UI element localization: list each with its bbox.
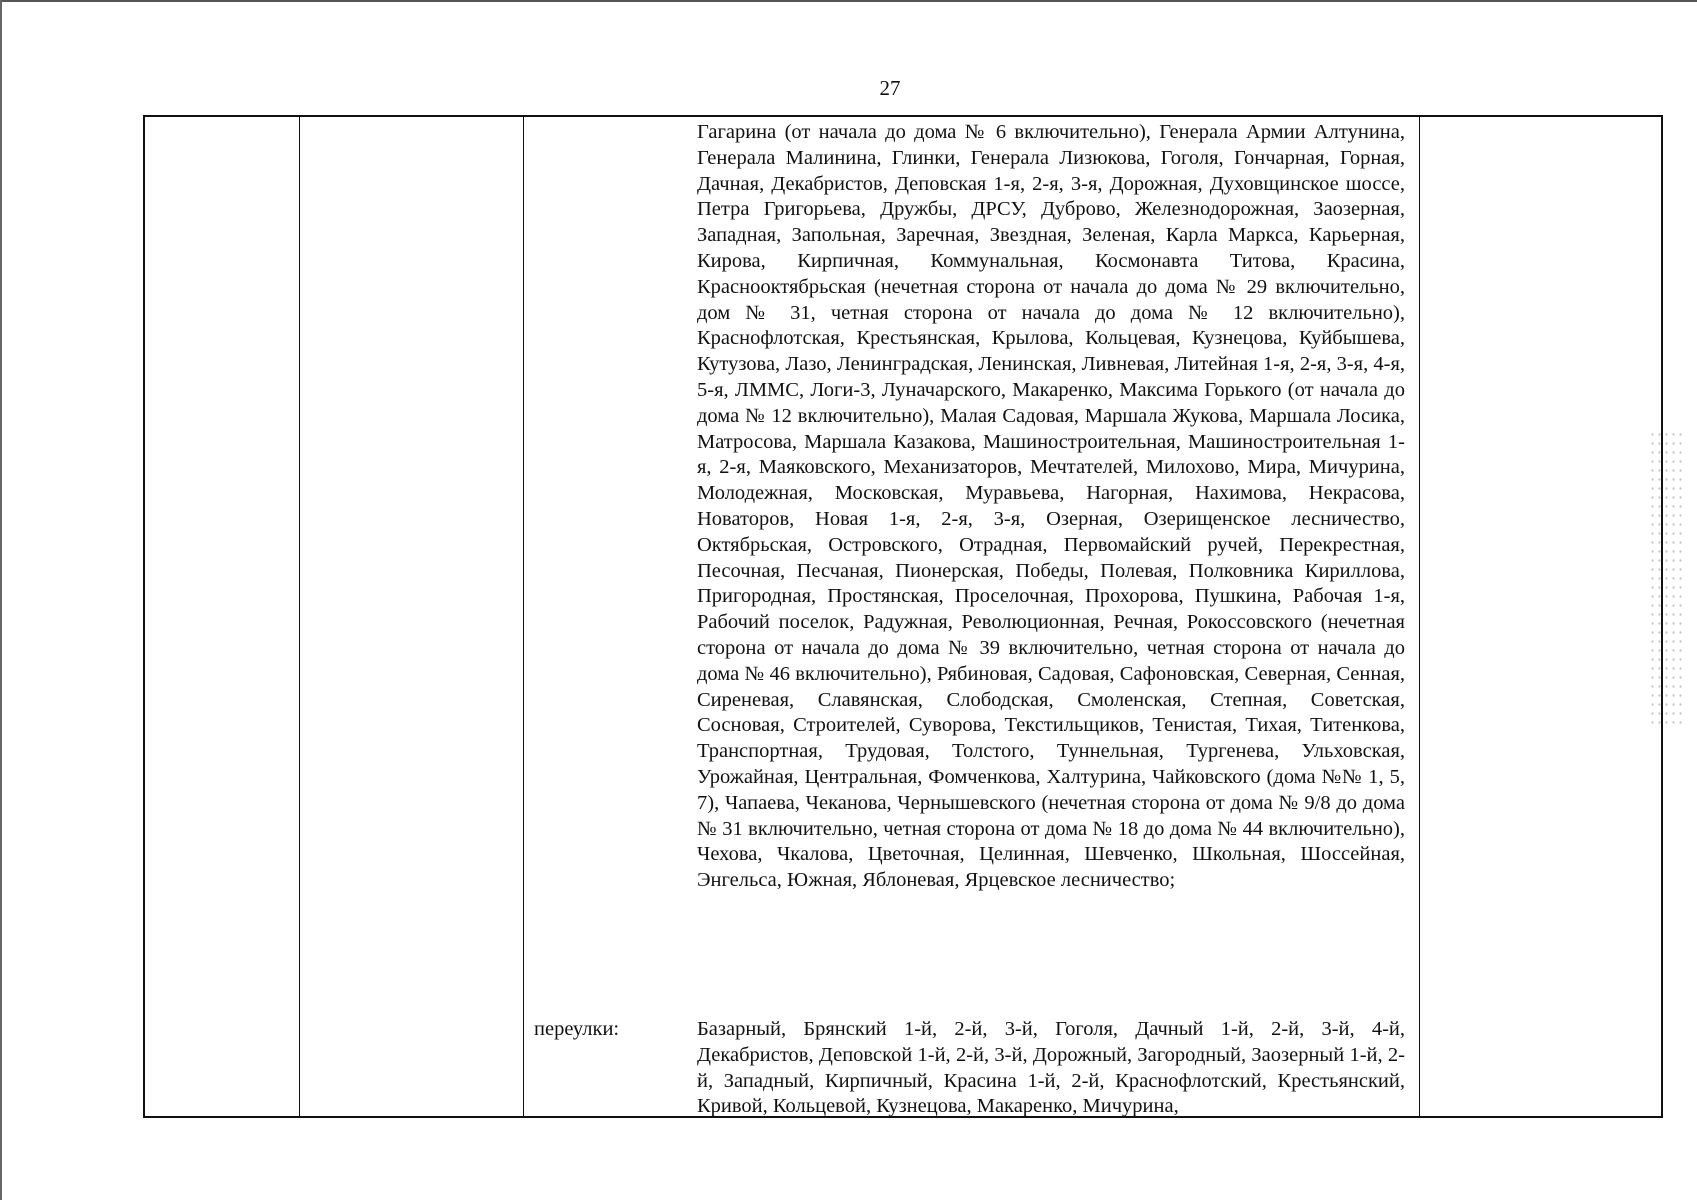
column-divider-3	[1419, 117, 1420, 1116]
lanes-list: Базарный, Брянский 1-й, 2-й, 3-й, Гоголя, Дачный 1-й, 2-й, 3-й, 4-й, Декабристов, Деповской 1-й, 2-й, 3-й, Дорожный, Загородный, Заозерный 1-й, 2-й, Западный, Кирпичный, Красина 1-й, 2-й, Краснофлотский, Крестьянский, Кривой, Кольцевой, Кузнецова, Макаренко, Мичурина,	[697, 1018, 1405, 1118]
column-divider-2	[523, 117, 524, 1116]
lanes-label: переулки:	[534, 1018, 620, 1040]
page-number: 27	[879, 76, 901, 100]
page-edge-left	[0, 0, 2, 1200]
column-divider-1	[299, 117, 300, 1116]
scan-noise	[1649, 430, 1683, 730]
streets-list: Гагарина (от начала до дома № 6 включительно), Генерала Армии Алтунина, Генерала Малинина, Глинки, Генерала Лизюкова, Гоголя, Гончарная, Горная, Дачная, Декабристов, Деповская 1-я, 2-я, 3-я, Дорожная, Духовщинское шоссе, Петра Григорьева, Дружбы, ДРСУ, Дуброво, Железнодорожная, Заозерная, Западная, Запольная, Заречная, Звездная, Зеленая, Карла Маркса, Карьерная, Кирова, Кирпичная, Коммунальная, Космонавта Титова, Красина, Краснооктябрьская (нечетная сторона от начала до дома № 29 включительно, дом № 31, четная сторона от начала до дома № 12 включительно), Краснофлотская, Крестьянская, Крылова, Кольцевая, Кузнецова, Куйбышева, Кутузова, Лазо, Ленинградская, Ленинская, Ливневая, Литейная 1-я, 2-я, 3-я, 4-я, 5-я, ЛММС, Логи-3, Луначарского, Макаренко, Максима Горького (от начала до дома № 12 включительно), Малая Садовая, Маршала Жукова, Маршала Лосика, Матросова, Маршала Казакова, Машиностроительная, Машиностроительная 1-я, 2-я, Маяковского, Механизаторов, Мечтателей, Милохово, Мира, Мичурина, Молодежная, Московская, Муравьева, Нагорная, Нахимова, Некрасова, Новаторов, Новая 1-я, 2-я, 3-я, Озерная, Озерищенское лесничество, Октябрьская, Островского, Отрадная, Первомайский ручей, Перекрестная, Песочная, Песчаная, Пионерская, Победы, Полевая, Полковника Кириллова, Пригородная, Простянская, Проселочная, Прохорова, Пушкина, Рабочая 1-я, Рабочий поселок, Радужная, Революционная, Речная, Рокоссовского (нечетная сторона от начала до дома № 39 включительно, четная сторона от начала до дома № 46 включительно), Рябиновая, Садовая, Сафоновская, Северная, Сенная, Сиреневая, Славянская, Слободская, Смоленская, Степная, Советская, Сосновая, Строителей, Суворова, Текстильщиков, Тенистая, Тихая, Титенкова, Транспортная, Трудовая, Толстого, Туннельная, Тургенева, Ульховская, Урожайная, Центральная, Фомченкова, Халтурина, Чайковского (дома №№ 1, 5, 7), Чапаева, Чеканова, Чернышевского (нечетная сторона от дома № 9/8 до дома № 31 включительно, четная сторона от дома № 18 до дома № 44 включительно), Чехова, Чкалова, Цветочная, Целинная, Шевченко, Школьная, Шоссейная, Энгельса, Южная, Яблоневая, Ярцевское лесничество;	[697, 121, 1405, 892]
address-table	[143, 115, 1663, 1118]
page-edge-top	[0, 0, 1697, 2]
